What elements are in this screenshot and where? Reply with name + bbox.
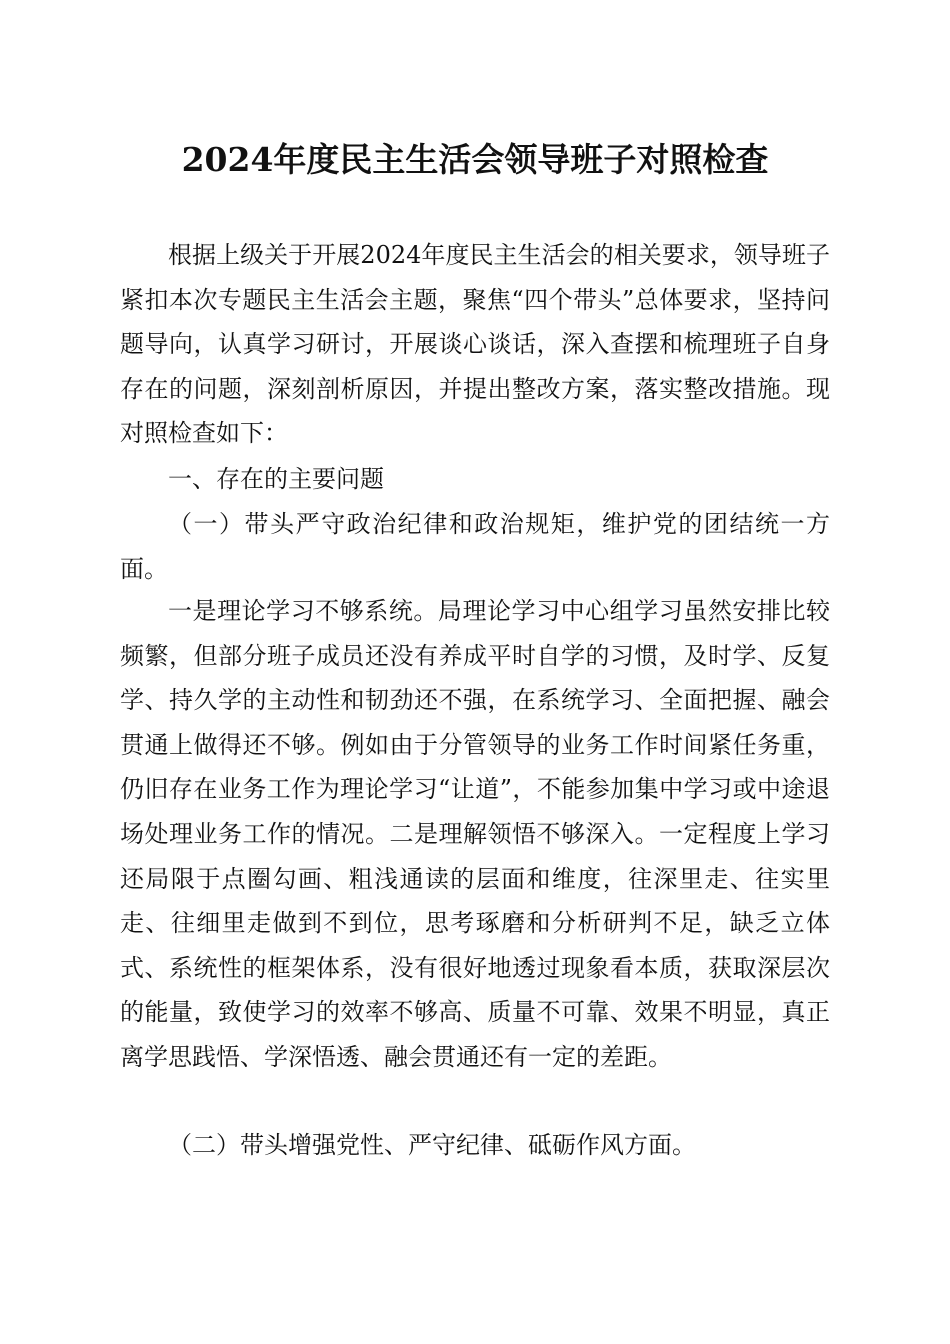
intro-paragraph: 根据上级关于开展2024年度民主生活会的相关要求，领导班子紧扣本次专题民主生活会主题，聚焦“四个带头”总体要求，坚持问题导向，认真学习研讨，开展谈心谈话，深入查摆和梳理班子自身存在的问题，深刻剖析原因，并提出整改方案，落实整改措施。现对照检查如下： [120,241,830,448]
paragraph-theory-study: 一是理论学习不够系统。局理论学习中心组学习虽然安排比较频繁，但部分班子成员还没有养成平时自学的习惯，及时学、反复学、持久学的主动性和韧劲还不强，在系统学习、全面把握、融会贯通上做得还不够。例如由于分管领导的业务工作时间紧任务重，仍旧存在业务工作为理论学习“让道”，不能参加集中学习或中途退场处理业务工作的情况。二是理解领悟不够深入。一定程度上学习还局限于点圈勾画、粗浅通读的层面和维度，往深里走、往实里走、往细里走做到不到位，思考琢磨和分析研判不足，缺乏立体式、系统性的框架体系，没有很好地透过现象看本质，获取深层次的能量，致使学习的效率不够高、质量不可靠、效果不明显，真正离学思践悟、学深悟透、融会贯通还有一定的差距。 [120,597,830,1071]
document-title: 2024年度民主生活会领导班子对照检查 [181,140,769,179]
section-heading-problems: 一、存在的主要问题 [168,465,384,493]
subsection-heading-political-discipline: （一）带头严守政治纪律和政治规矩，维护党的团结统一方面。 [120,510,830,583]
subsection-heading-party-spirit: （二）带头增强党性、严守纪律、砥砺作风方面。 [168,1131,696,1159]
